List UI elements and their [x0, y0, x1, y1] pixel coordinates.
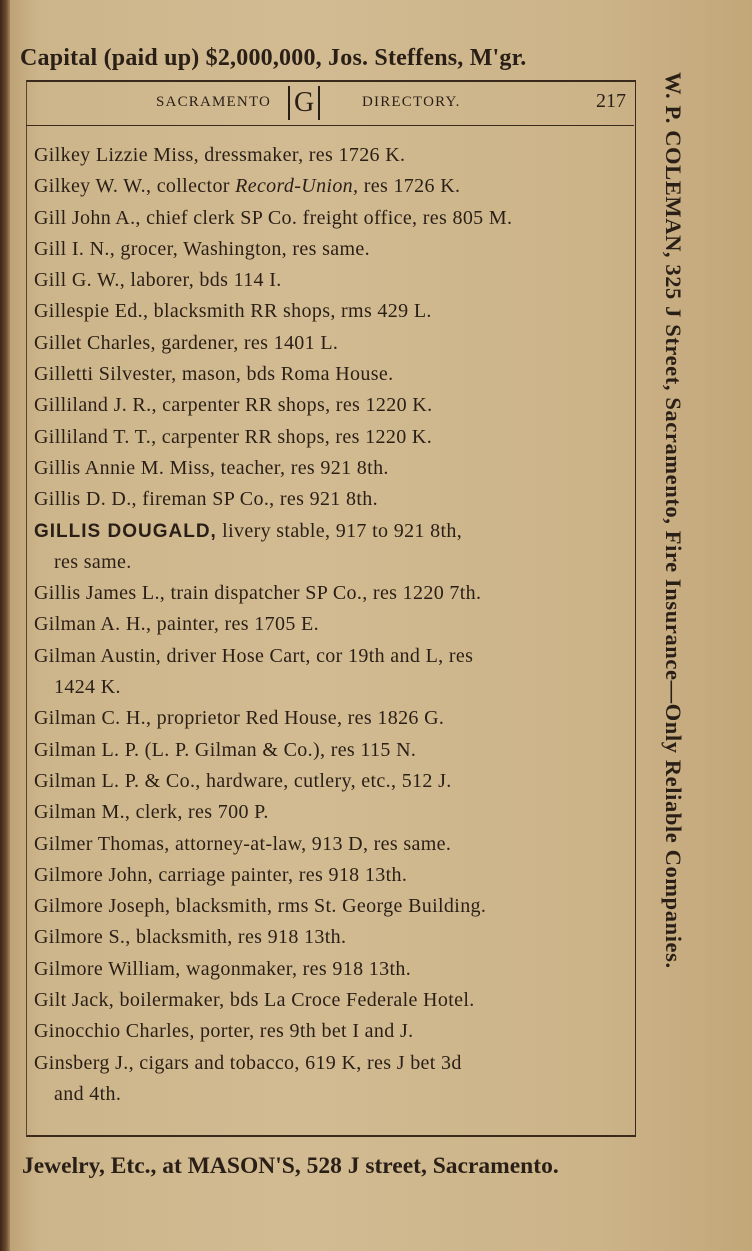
entry-text: Gill John A., chief clerk SP Co. freight office, res 805 M. — [34, 206, 513, 229]
directory-entry — [34, 703, 634, 734]
directory-entry — [34, 516, 634, 547]
directory-entry — [34, 234, 634, 265]
directory-entry — [34, 860, 634, 891]
entry-text: Ginocchio Charles, porter, res 9th bet I and J. — [34, 1020, 414, 1043]
directory-entry — [34, 140, 634, 171]
side-advertisement-text: W. P. COLEMAN, 325 J Street, Sacramento, Fire Insurance—Only Reliable Companies. — [661, 72, 686, 969]
bottom-advertisement: Jewelry, Etc., at MASON'S, 528 J street, Sacramento. — [22, 1153, 559, 1179]
entry-text: Gilman Austin, driver Hose Cart, cor 19th and L, res — [34, 644, 474, 667]
directory-entry — [34, 641, 634, 672]
entry-text: Gill G. W., laborer, bds 114 I. — [34, 269, 282, 292]
entry-text: Gilman C. H., proprietor Red House, res 1826 G. — [34, 707, 445, 730]
entry-text: Gillis D. D., fireman SP Co., res 921 8th. — [34, 488, 378, 511]
directory-entry — [34, 484, 634, 515]
directory-entry — [34, 954, 634, 985]
directory-entry — [34, 296, 634, 327]
entry-text: Gilman M., clerk, res 700 P. — [34, 801, 269, 824]
entry-name-bold: GILLIS DOUGALD, — [34, 520, 217, 542]
entry-italic: Record-Union, — [235, 175, 359, 198]
entry-text: Gill I. N., grocer, Washington, res same. — [34, 237, 370, 260]
entry-text: Gilmore Joseph, blacksmith, rms St. George Building. — [34, 895, 487, 918]
entry-text: Gilliland J. R., carpenter RR shops, res 1220 K. — [34, 394, 433, 417]
directory-entry — [34, 390, 634, 421]
directory-entry — [34, 1016, 634, 1047]
entry-text: res 1726 K. — [358, 175, 461, 198]
side-advertisement — [648, 72, 688, 1152]
directory-entry — [34, 735, 634, 766]
entry-text: Gillis James L., train dispatcher SP Co., res 1220 7th. — [34, 582, 482, 605]
directory-entry — [34, 265, 634, 296]
page-number: 217 — [596, 90, 626, 112]
directory-entries — [34, 140, 634, 1110]
entry-text: Gillespie Ed., blacksmith RR shops, rms 429 L. — [34, 300, 432, 323]
running-head-city: SACRAMENTO — [156, 94, 272, 110]
entry-continuation: and 4th. — [54, 1082, 122, 1105]
entry-text: Gilliland T. T., carpenter RR shops, res 1220 K. — [34, 425, 433, 448]
directory-entry — [34, 422, 634, 453]
entry-continuation: res same. — [54, 550, 132, 573]
entry-continuation: 1424 K. — [54, 676, 121, 699]
directory-entry — [34, 453, 634, 484]
entry-text: Gilmore John, carriage painter, res 918 13th. — [34, 863, 408, 886]
directory-entry — [34, 328, 634, 359]
entry-text: Gilkey Lizzie Miss, dressmaker, res 1726 K. — [34, 144, 406, 166]
directory-entry — [34, 171, 634, 202]
entry-text: Gillis Annie M. Miss, teacher, res 921 8th. — [34, 456, 389, 479]
directory-entry — [34, 829, 634, 860]
directory-entry — [34, 891, 634, 922]
entry-text: livery stable, 917 to 921 8th, — [216, 519, 463, 542]
entry-text: Gilmore William, wagonmaker, res 918 13th. — [34, 957, 412, 980]
directory-entry — [34, 797, 634, 828]
entry-text: Ginsberg J., cigars and tobacco, 619 K, res J bet 3d — [34, 1051, 462, 1074]
running-head-title: DIRECTORY. — [362, 94, 461, 110]
header-rule — [26, 125, 634, 126]
running-head — [26, 88, 634, 122]
directory-entry — [34, 359, 634, 390]
directory-entry — [34, 203, 634, 234]
entry-text: Gilmer Thomas, attorney-at-law, 913 D, res same. — [34, 832, 452, 855]
directory-entry — [34, 766, 634, 797]
directory-entry — [34, 609, 634, 640]
directory-entry — [34, 922, 634, 953]
directory-entry — [34, 1048, 634, 1079]
book-spine — [0, 0, 10, 1251]
top-advertisement: Capital (paid up) $2,000,000, Jos. Steffens, M'gr. — [20, 45, 527, 71]
entry-text: Gilkey W. W., collector — [34, 175, 236, 198]
entry-text: Gilman L. P. (L. P. Gilman & Co.), res 115 N. — [34, 738, 417, 761]
entry-text: Gillet Charles, gardener, res 1401 L. — [34, 331, 339, 354]
entry-text: Gilt Jack, boilermaker, bds La Croce Federale Hotel. — [34, 989, 475, 1012]
running-head-letter: G — [288, 86, 320, 120]
directory-entry — [34, 578, 634, 609]
entry-text: Gilletti Silvester, mason, bds Roma House. — [34, 363, 394, 386]
entry-text: Gilmore S., blacksmith, res 918 13th. — [34, 926, 347, 949]
directory-entry — [34, 985, 634, 1016]
entry-text: Gilman L. P. & Co., hardware, cutlery, etc., 512 J. — [34, 769, 452, 792]
entry-text: Gilman A. H., painter, res 1705 E. — [34, 613, 319, 636]
